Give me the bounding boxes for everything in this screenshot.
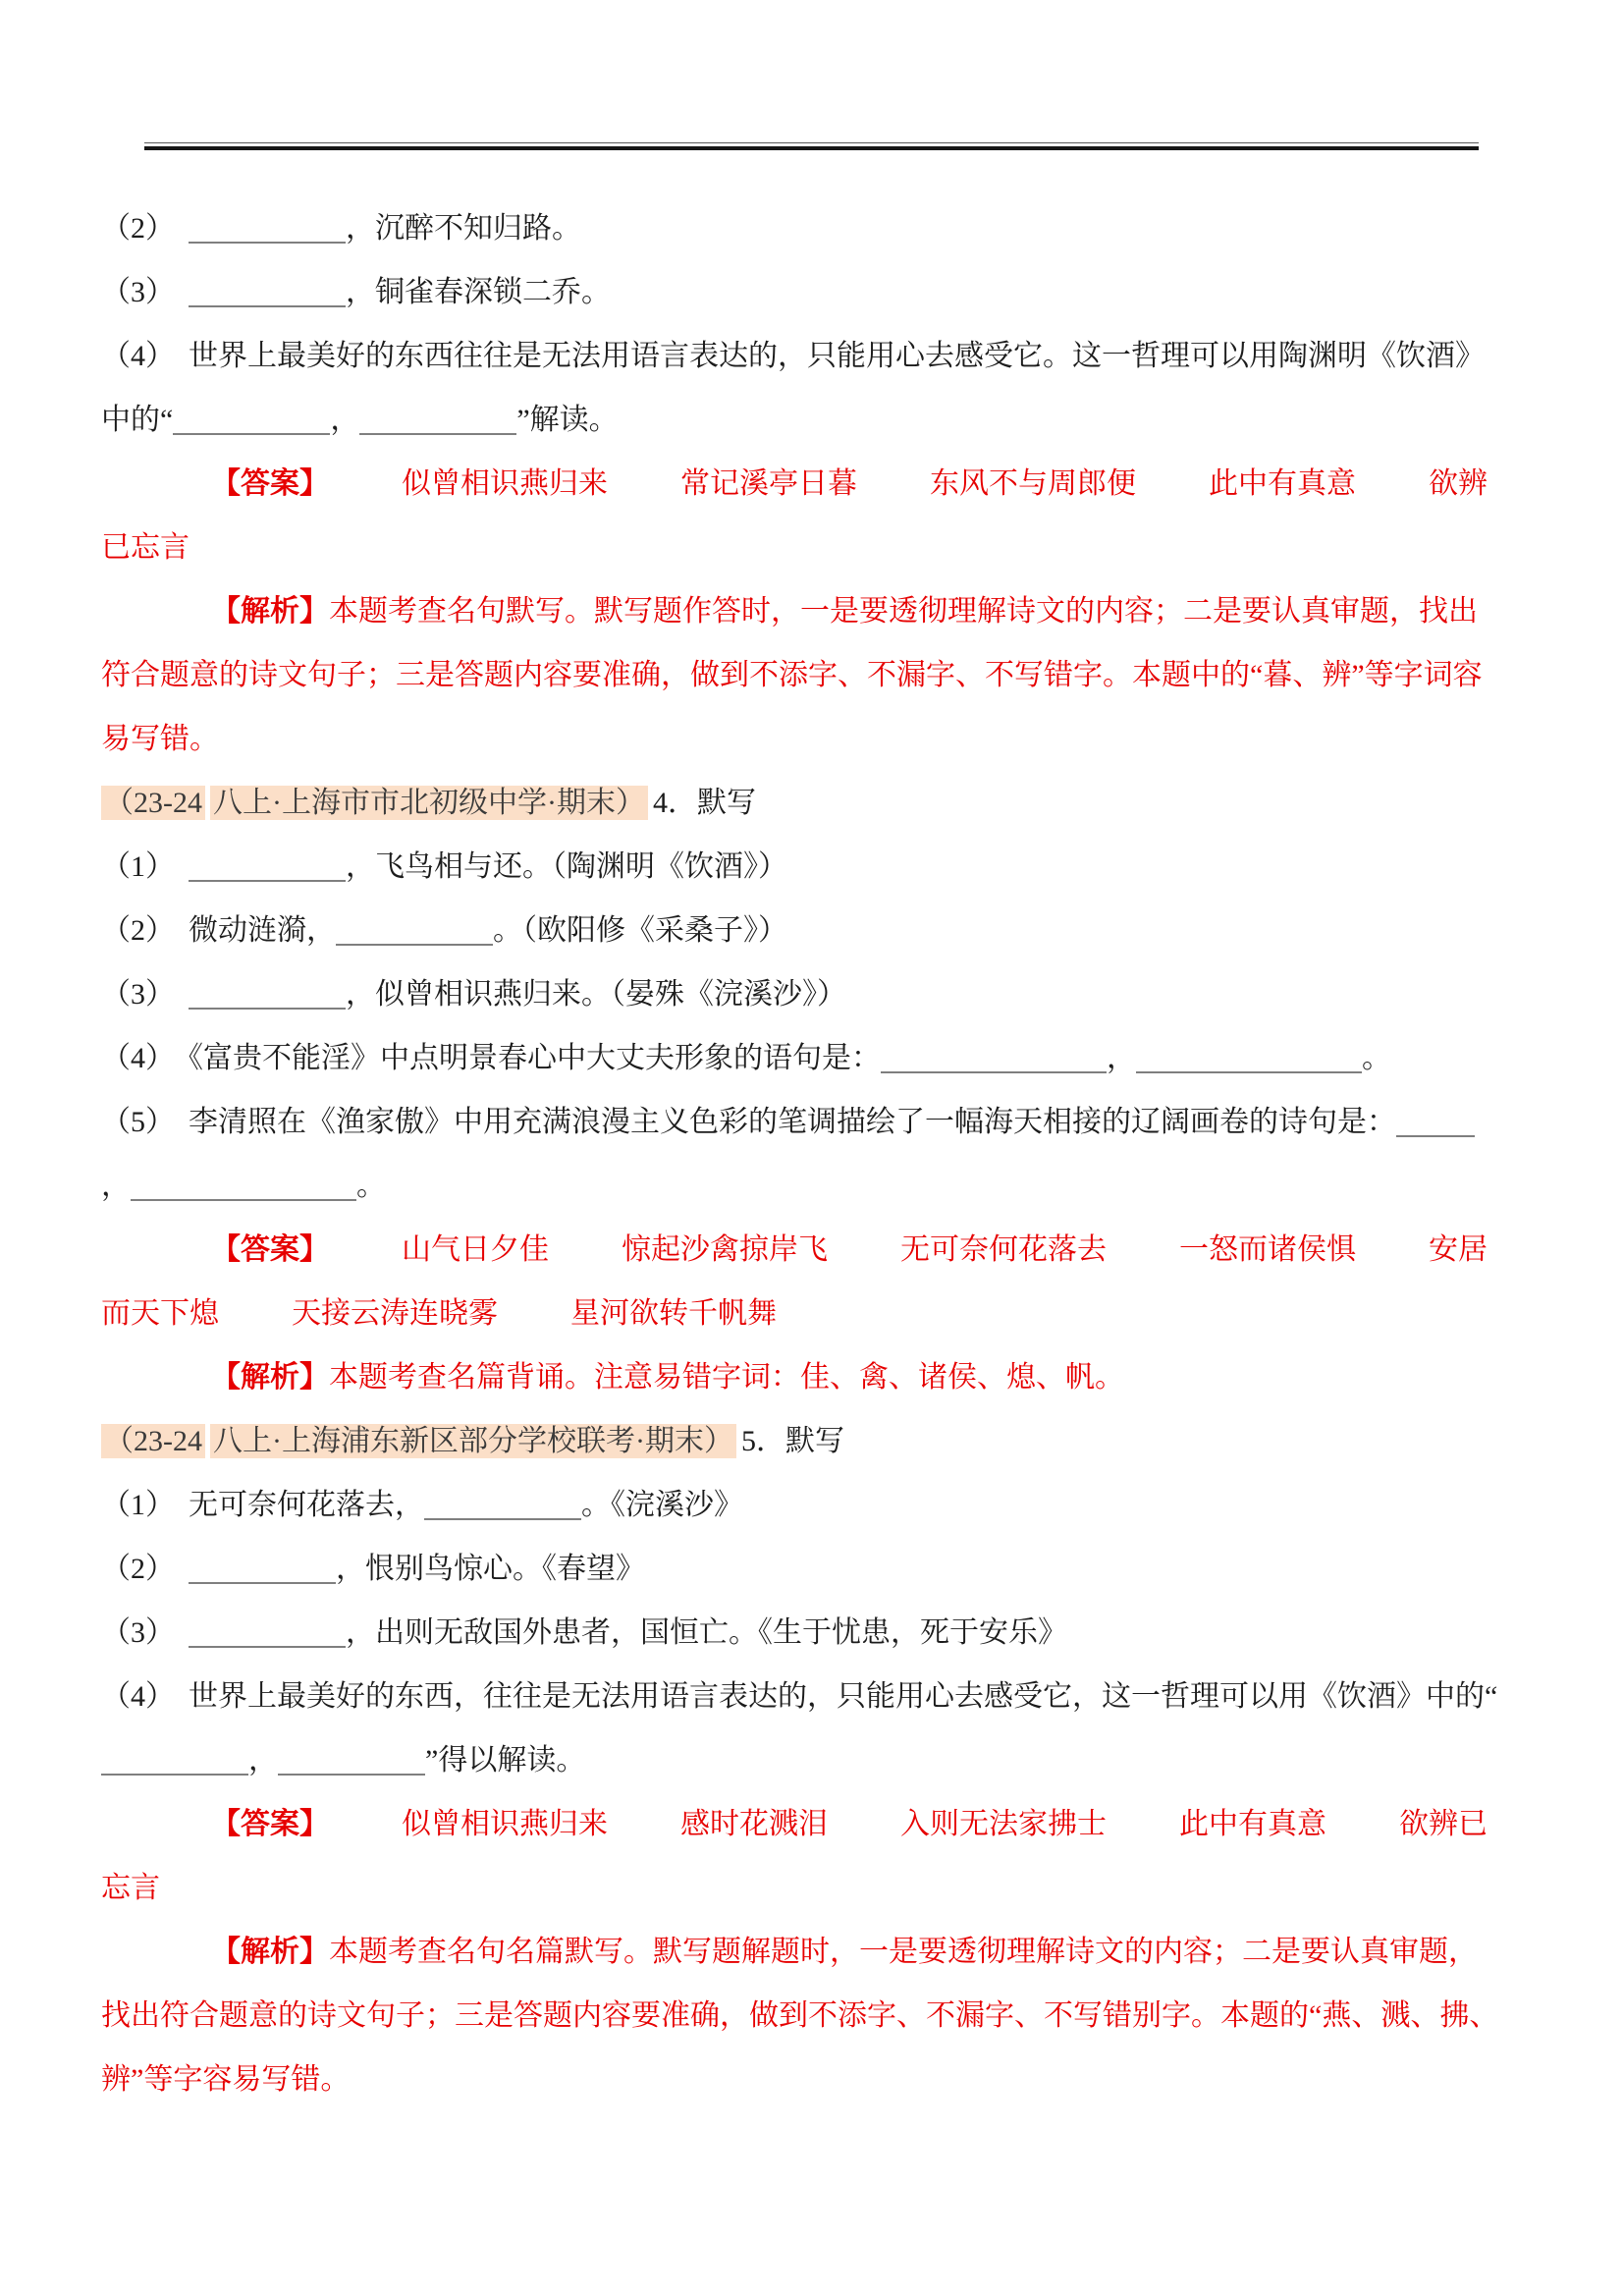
analysis-text: 本题考查名篇背诵。注意易错字词：佳、禽、诸侯、熄、帆。 [329, 1361, 1124, 1394]
text-segment: 。（欧阳修《采桑子》） [493, 914, 787, 947]
item-number: （5） [101, 1106, 175, 1138]
question-5-answer [101, 1792, 1501, 1920]
text-segment: ，似曾相识燕归来。（晏殊《浣溪沙》） [346, 978, 846, 1011]
text-segment: ， [248, 1744, 278, 1777]
answer-item: 常记溪亭日暮 [680, 467, 857, 500]
item-number: （2） [101, 212, 175, 245]
source-year-highlight: （23-24 [101, 786, 205, 820]
text-segment: 无可奈何花落去， [189, 1489, 424, 1521]
text-segment: ， [1107, 1042, 1136, 1074]
source-year-highlight: （23-24 [101, 1424, 205, 1458]
answer-label: 【答案】 [211, 1233, 329, 1266]
question-number-label: 5．默写 [740, 1425, 844, 1457]
text-segment: 微动涟漪， [189, 914, 336, 947]
item-number: （4） [101, 1042, 175, 1074]
blank-field [189, 1004, 346, 1010]
text-segment: ， [330, 404, 360, 436]
question-3-analysis [101, 579, 1501, 771]
answer-item: 山气日夕佳 [402, 1233, 549, 1266]
blank-field [173, 429, 330, 435]
text-segment: ， [101, 1170, 131, 1202]
text-segment: 世界上最美好的东西，往往是无法用语言表达的，只能用心去感受它，这一哲理可以用《饮酒》中的“ [189, 1680, 1498, 1713]
analysis-label: 【解析】 [211, 1936, 329, 1968]
answer-item: 安居而天下熄 [101, 1233, 1488, 1330]
answer-item: 一怒而诸侯惧 [1179, 1233, 1356, 1266]
question-5-item-2 [101, 1537, 1501, 1601]
analysis-text: 本题考查名句名篇默写。默写题解题时，一是要透彻理解诗文的内容；二是要认真审题，找出符合题意的诗文句子；三是答题内容要准确，做到不添字、不漏字、不写错别字。本题的“燕、溅、拂、辨”等字容易写错。 [101, 1936, 1499, 2096]
answer-item: 似曾相识燕归来 [402, 1808, 608, 1840]
answer-item: 无可奈何花落去 [900, 1233, 1107, 1266]
text-segment: 。 [356, 1170, 386, 1202]
blank-field [359, 429, 516, 435]
question-5-source [101, 1409, 1501, 1473]
question-number-label: 4．默写 [652, 787, 756, 819]
question-3-item-4 [101, 324, 1501, 452]
answer-item: 入则无法家拂士 [900, 1808, 1107, 1840]
blank-field [189, 301, 346, 307]
text-segment: 。《浣溪沙》 [581, 1489, 743, 1521]
text-segment: 。 [1362, 1042, 1391, 1074]
blank-field [1396, 1131, 1475, 1137]
question-5-item-3 [101, 1601, 1501, 1665]
question-5-item-1 [101, 1473, 1501, 1537]
item-number: （3） [101, 978, 175, 1011]
answer-label: 【答案】 [211, 1808, 329, 1840]
source-school-highlight: 八上·上海市市北初级中学·期末） [210, 786, 648, 820]
item-number: （4） [101, 340, 175, 372]
blank-field [189, 1642, 346, 1648]
question-4-item-2 [101, 899, 1501, 962]
text-segment: ”解读。 [516, 404, 619, 436]
item-number: （4） [101, 1680, 175, 1713]
blank-field [189, 238, 346, 244]
answer-item: 欲辨已忘言 [101, 1808, 1488, 1904]
text-segment: ，出则无敌国外患者，国恒亡。《生于忧患，死于安乐》 [346, 1616, 1067, 1649]
question-5-item-4 [101, 1665, 1501, 1792]
text-segment: 《富贵不能淫》中点明景春心中大丈夫形象的语句是： [189, 1042, 881, 1074]
answer-item: 东风不与周郎便 [930, 467, 1136, 500]
text-segment: ，飞鸟相与还。（陶渊明《饮酒》） [346, 850, 787, 883]
blank-field [189, 876, 346, 882]
analysis-text: 本题考查名句默写。默写题作答时，一是要透彻理解诗文的内容；二是要认真审题，找出符合题意的诗文句子；三是答题内容要准确，做到不添字、不漏字、不写错字。本题中的“暮、辨”等字词容易写错。 [101, 595, 1483, 755]
analysis-label: 【解析】 [211, 595, 329, 628]
question-4-source [101, 771, 1501, 835]
answer-item: 似曾相识燕归来 [402, 467, 608, 500]
analysis-label: 【解析】 [211, 1361, 329, 1394]
answer-item: 惊起沙禽掠岸飞 [622, 1233, 828, 1266]
text-segment: ”得以解读。 [425, 1744, 586, 1777]
answer-item: 感时花溅泪 [680, 1808, 828, 1840]
question-3-item-2 [101, 196, 1501, 260]
blank-field [881, 1067, 1107, 1073]
blank-field [131, 1195, 356, 1201]
item-number: （3） [101, 276, 175, 308]
question-5-analysis [101, 1920, 1501, 2111]
text-segment: 李清照在《渔家傲》中用充满浪漫主义色彩的笔调描绘了一幅海天相接的辽阔画卷的诗句是： [189, 1106, 1396, 1138]
answer-item: 欲辨已忘言 [101, 467, 1488, 564]
answer-item: 此中有真意 [1179, 1808, 1326, 1840]
blank-field [336, 940, 493, 946]
text-segment: ，沉醉不知归路。 [346, 212, 581, 245]
blank-field [1136, 1067, 1362, 1073]
item-number: （1） [101, 850, 175, 883]
answer-item: 天接云涛连晓雾 [292, 1297, 498, 1330]
document-content [101, 196, 1501, 2111]
header-rule [144, 142, 1479, 150]
blank-field [101, 1770, 248, 1776]
question-4-item-3 [101, 962, 1501, 1026]
question-4-item-5-line-2 [101, 1154, 1501, 1218]
item-number: （1） [101, 1489, 175, 1521]
item-number: （3） [101, 1616, 175, 1649]
question-3-item-3 [101, 260, 1501, 324]
question-4-item-1 [101, 835, 1501, 899]
blank-field [189, 1578, 336, 1584]
question-3-answer [101, 452, 1501, 579]
source-school-highlight: 八上·上海浦东新区部分学校联考·期末） [210, 1424, 736, 1458]
question-4-item-5-line-1 [101, 1090, 1501, 1154]
answer-item: 星河欲转千帆舞 [570, 1297, 777, 1330]
question-4-analysis [101, 1345, 1501, 1409]
item-number: （2） [101, 914, 175, 947]
question-4-answer [101, 1218, 1501, 1345]
text-segment: ，铜雀春深锁二乔。 [346, 276, 611, 308]
answer-label: 【答案】 [211, 467, 329, 500]
answer-item: 此中有真意 [1209, 467, 1356, 500]
blank-field [278, 1770, 425, 1776]
question-4-item-4 [101, 1026, 1501, 1090]
blank-field [424, 1514, 581, 1520]
text-segment: ，恨别鸟惊心。《春望》 [336, 1553, 645, 1585]
item-number: （2） [101, 1553, 175, 1585]
text-segment: 世界上最美好的东西往往是无法用语言表达的，只能用心去感受它。这一哲理可以用陶渊明《饮酒》中的“ [101, 340, 1485, 436]
